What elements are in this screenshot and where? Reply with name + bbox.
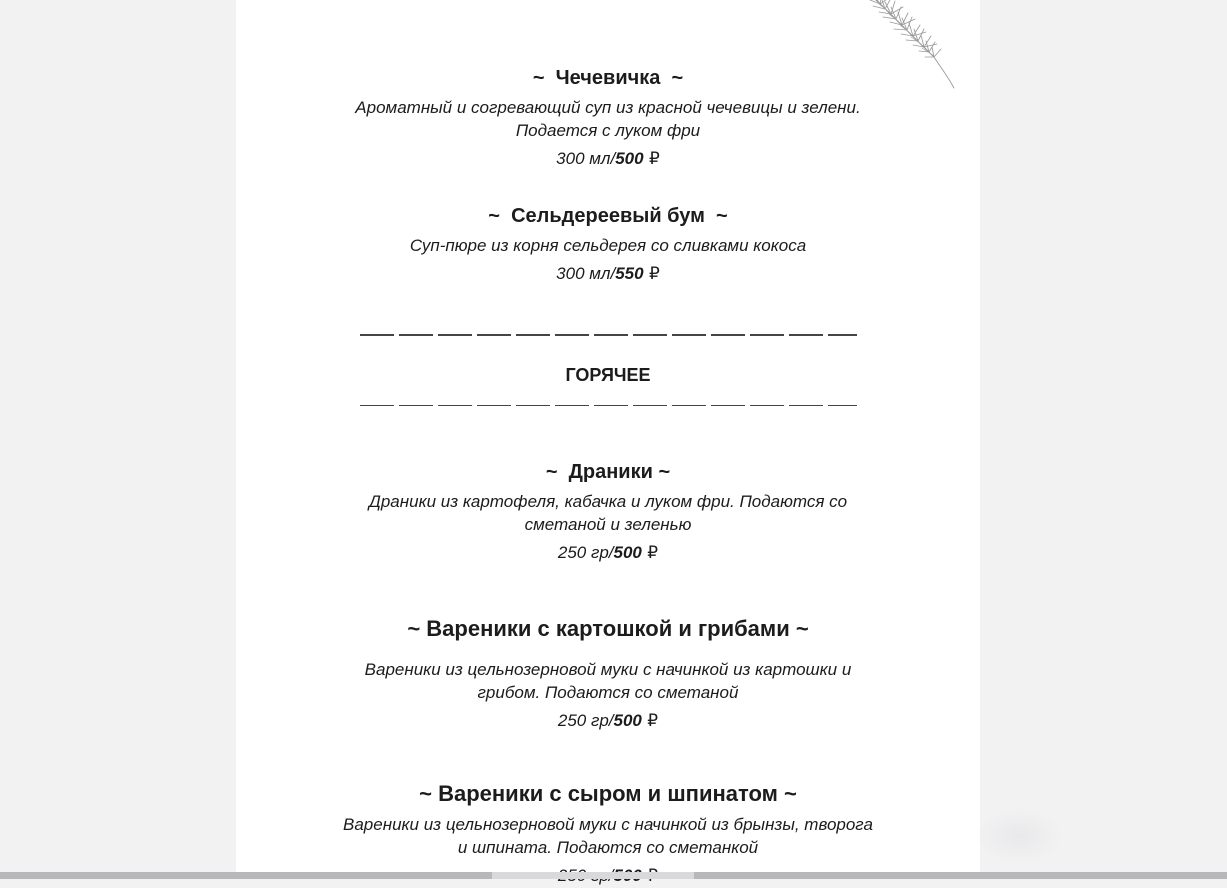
menu-item-title: ~ Чечевичка ~: [532, 67, 684, 89]
menu-item-price: [328, 262, 888, 286]
menu-item-title: ~ Сельдереевый бум ~: [488, 205, 728, 227]
section-header-hot-dishes: ГОРЯЧЕЕ: [565, 364, 651, 385]
currency-symbol: ₽: [643, 264, 660, 284]
menu-item-price: [328, 709, 888, 733]
price-value: 500: [613, 711, 642, 730]
horizontal-scrollbar-track[interactable]: [0, 872, 1227, 879]
menu-item-title: ~ Вареники с сыром и шпинатом ~: [419, 781, 797, 806]
menu-item-description: Драники из картофеля, кабачка и луком фри. Подаются со сметаной и зеленью: [368, 492, 848, 534]
menu-item-title: ~ Вареники с картошкой и грибами ~: [407, 616, 809, 641]
menu-item-vareniki-potato-mushroom: [328, 616, 888, 733]
portion-size: 250 гр/: [557, 711, 614, 730]
menu-page: [236, 0, 980, 872]
price-value: 500: [613, 543, 642, 562]
herb-sprig-icon: [846, 0, 968, 92]
horizontal-scrollbar-thumb[interactable]: [492, 872, 694, 879]
menu-item-description: Ароматный и согревающий суп из красной чечевицы и зелени. Подается с луком фри: [355, 98, 861, 140]
price-value: 550: [615, 264, 644, 283]
currency-symbol: ₽: [643, 149, 660, 169]
menu-item-draniki: [328, 460, 888, 565]
menu-item-celery-soup: [328, 204, 888, 286]
section-divider-bottom: [360, 405, 857, 407]
menu-item-title: ~ Драники ~: [545, 461, 671, 483]
menu-item-description: Вареники из цельнозерновой муки с начинкой из картошки и грибом. Подаются со сметаной: [364, 660, 852, 702]
menu-content: [328, 0, 888, 888]
price-value: 500: [615, 149, 644, 168]
faint-watermark: [975, 808, 1063, 864]
menu-item-price: [328, 147, 888, 171]
currency-symbol: ₽: [641, 543, 659, 563]
menu-item-price: [328, 541, 888, 565]
menu-item-description: Суп-пюре из корня сельдерея со сливками кокоса: [409, 236, 807, 255]
menu-item-lentil-soup: [328, 66, 888, 171]
menu-item-description: Вареники из цельнозерновой муки с начинкой из брынзы, творога и шпината. Подаются со сметанкой: [343, 815, 873, 857]
currency-symbol: ₽: [641, 711, 659, 731]
section-divider-top: [360, 334, 857, 336]
portion-size: 250 гр/: [557, 543, 614, 562]
portion-size: 300 мл/: [556, 149, 616, 168]
portion-size: 300 мл/: [556, 264, 616, 283]
